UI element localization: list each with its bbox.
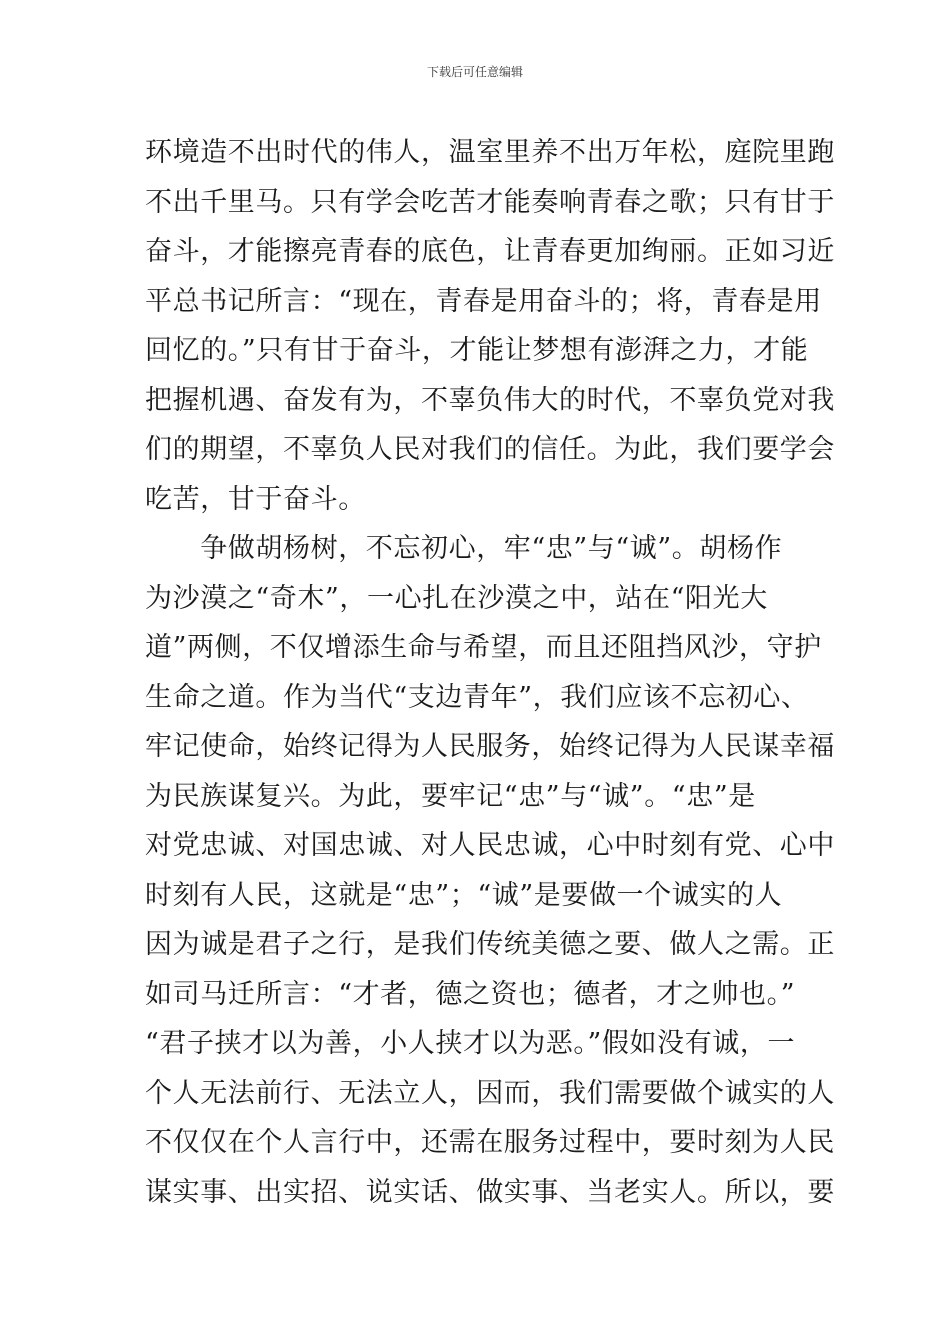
- text-line: 牢记使命，始终记得为人民服务，始终记得为人民谋幸福: [145, 731, 835, 762]
- text-line: 个人无法前行、无法立人，因而，我们需要做个诚实的人: [145, 1077, 835, 1109]
- header-note: 下载后可任意编辑: [426, 65, 523, 79]
- text-line: 不出千里马。只有学会吃苦才能奏响青春之歌；只有甘于: [145, 186, 835, 218]
- body-text: [145, 128, 835, 1217]
- text-line: 如司马迁所言：“才者，德之资也；德者，才之帅也。”: [145, 978, 796, 1010]
- text-line: 生命之道。作为当代“支边青年”，我们应该不忘初心、: [145, 681, 809, 713]
- text-line: 回忆的。”只有甘于奋斗，才能让梦想有澎湃之力，才能: [145, 335, 809, 366]
- text-line: 不仅仅在个人言行中，还需在服务过程中，要时刻为人民: [145, 1127, 835, 1158]
- text-line: 奋斗，才能擦亮青春的底色，让青春更加绚丽。正如习近: [145, 236, 835, 267]
- text-line: 为沙漠之“奇木”，一心扎在沙漠之中，站在“阳光大: [145, 582, 768, 614]
- text-line: 为民族谋复兴。为此，要牢记“忠”与“诚”。“忠”是: [145, 780, 756, 812]
- text-line: 时刻有人民，这就是“忠”；“诚”是要做一个诚实的人: [145, 879, 783, 911]
- text-line: 道”两侧，不仅增添生命与希望，而且还阻挡风沙，守护: [145, 632, 822, 663]
- text-line: 们的期望，不辜负人民对我们的信任。为此，我们要学会: [145, 434, 835, 465]
- text-line: 平总书记所言：“现在，青春是用奋斗的；将，青春是用: [145, 285, 822, 317]
- text-line: 把握机遇、奋发有为，不辜负伟大的时代，不辜负党对我: [145, 384, 835, 416]
- text-line: 环境造不出时代的伟人，温室里养不出万年松，庭院里跑: [145, 137, 835, 168]
- text-line: 谋实事、出实招、说实话、做实事、当老实人。所以，要: [145, 1176, 835, 1208]
- text-line: 争做胡杨树，不忘初心，牢“忠”与“诚”。胡杨作: [145, 533, 783, 564]
- text-line: “君子挟才以为善，小人挟才以为恶。”假如没有诚，一: [145, 1028, 796, 1059]
- text-line: 对党忠诚、对国忠诚、对人民忠诚，心中时刻有党、心中: [145, 830, 835, 861]
- text-line: 吃苦，甘于奋斗。: [145, 483, 366, 515]
- text-line: 因为诚是君子之行，是我们传统美德之要、做人之需。正: [145, 929, 835, 960]
